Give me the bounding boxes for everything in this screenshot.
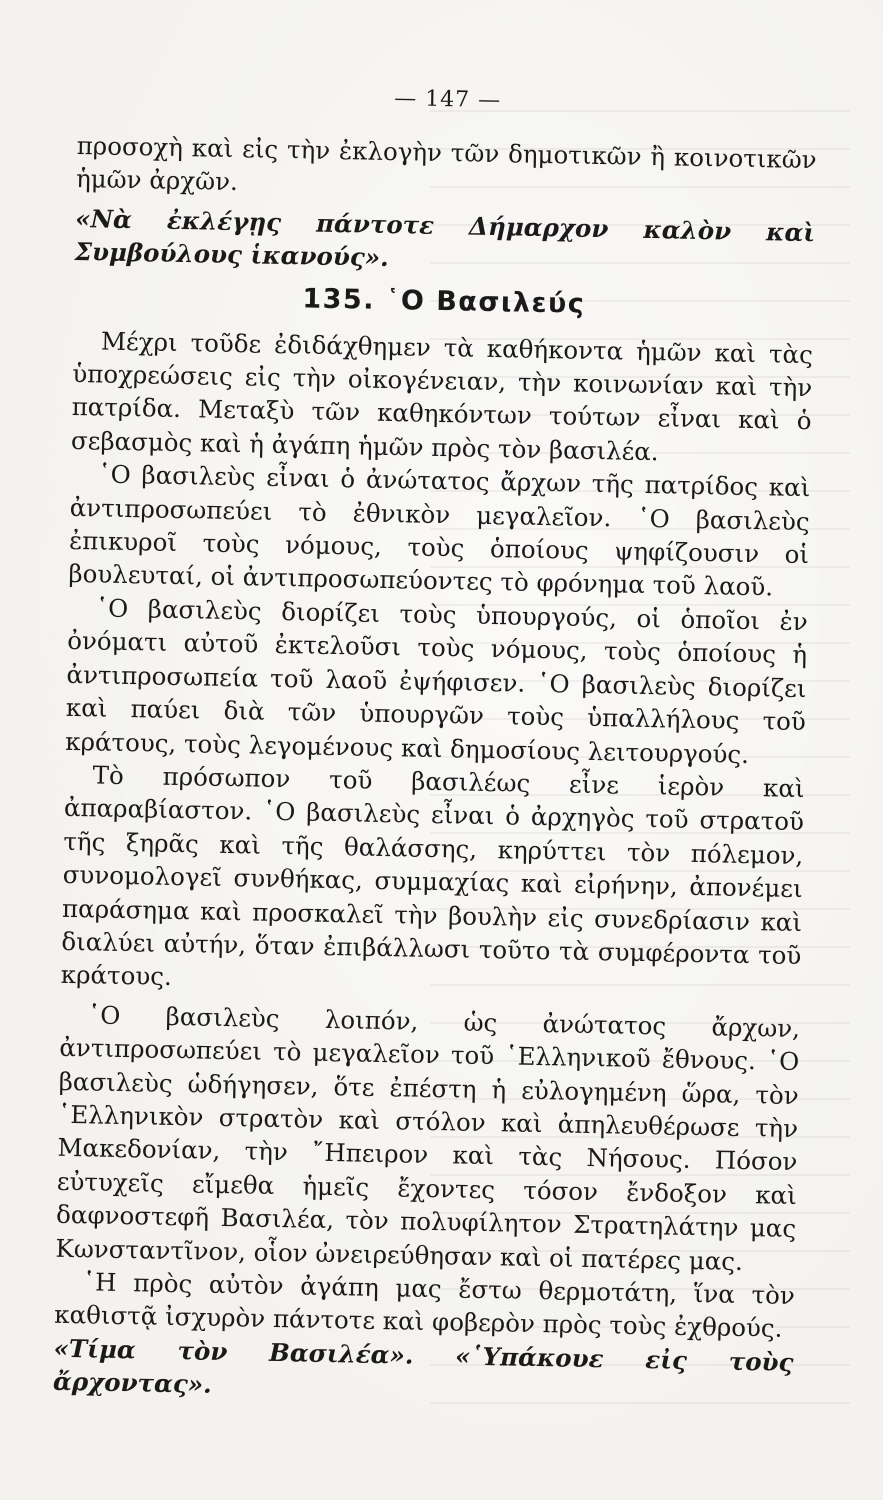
paragraph-continuation: προσοχὴ καὶ εἰς τὴν ἐκλογὴν τῶν δημοτικῶν ἢ κοινοτικῶν ἡμῶν ἀρχῶν. <box>75 130 817 197</box>
paragraph-love: ῾Η πρὸς αὐτὸν ἀγάπη μας ἔστω θερμοτάτη, ἵνα τὸν καθιστᾷ ἰσχυρὸν πάντοτε καὶ φοβερὸν πρὸς τοὺς ἐχθρούς. <box>54 1267 796 1344</box>
page-content <box>53 80 818 1413</box>
paragraph-duties: Μέχρι τοῦδε ἐδιδάχθημεν τὰ καθήκοντα ἡμῶν καὶ τὰς ὑποχρεώσεις εἰς τὴν οἰκογένειαν, τὴν κοινωνίαν καὶ τὴν πατρίδα. Μεταξὺ τῶν καθηκόντων τούτων εἶναι καὶ ὁ σεβασμὸς καὶ ἡ ἀγάπη ἡμῶν πρὸς τὸν βασιλέα. <box>70 326 814 467</box>
paragraph-ministers: ῾Ο βασιλεὺς διορίζει τοὺς ὑπουργούς, οἱ ὁποῖοι ἐν ὀνόματι αὐτοῦ ἐκτελοῦσι τοὺς νόμους, τοὺς ὁποίους ἡ ἀντιπροσωπεία τοῦ λαοῦ ἐψήφισεν. ῾Ο βασιλεὺς διορίζει καὶ παύει διὰ τῶν ὑπουργῶν τοὺς ὑπαλλήλους τοῦ κράτους, τοὺς λεγομένους καὶ δημοσίους λειτουργούς. <box>65 593 809 769</box>
paragraph-king-role: ῾Ο βασιλεὺς εἶναι ὁ ἀνώτατος ἄρχων τῆς πατρίδος καὶ ἀντιπροσωπεύει τὸ ἐθνικὸν μεγαλεῖον. ῾Ο βασιλεὺς ἐπικυροῖ τοὺς νόμους, τοὺς ὁποίους ψηφίζουσιν οἱ βουλευταί, οἱ ἀντιπροσωπεύοντες τὸ φρόνημα τοῦ λαοῦ. <box>68 459 811 602</box>
paragraph-king-powers: Τὸ πρόσωπον τοῦ βασιλέως εἶνε ἱερὸν καὶ ἀπαραβίαστον. ῾Ο βασιλεὺς εἶναι ὁ ἀρχηγὸς τοῦ στρατοῦ τῆς ξηρᾶς καὶ τῆς θαλάσσης, κηρύττει τὸν πόλεμον, συνομολογεῖ συνθήκας, συμμαχίας καὶ εἰρήνην, ἀπονέμει παράσημα καὶ προσκαλεῖ τὴν βουλὴν εἰς συνεδρίασιν καὶ διαλύει αὐτήν, ὅταν ἐπιβάλλωσι τοῦτο τὰ συμφέροντα τοῦ κράτους. <box>60 760 805 992</box>
motto-mayor: «Νὰ ἐκλέγῃς πάντοτε Δήμαρχον καλὸν καὶ Συμβούλους ἱκανούς». <box>74 203 816 273</box>
paragraph-king-leader: ῾Ο βασιλεὺς λοιπόν, ὡς ἀνώτατος ἄρχων, ἀντιπροσωπεύει τὸ μεγαλεῖον τοῦ ῾Ελληνικοῦ ἔθνους. ῾Ο βασιλεὺς ὡδήγησεν, ὅτε ἐπέστη ἡ εὐλογημένη ὥρα, τὸν ῾Ελληνικὸν στρατὸν καὶ στόλον καὶ ἀπηλευθέρωσε τὴν Μακεδονίαν, τὴν ῎Ηπειρον καὶ τὰς Νήσους. Πόσον εὐτυχεῖς εἴμεθα ἡμεῖς ἔχοντες τόσον ἔνδοξον καὶ δαφνοστεφῆ Βασιλέα, τὸν πολυφίλητον Στρατηλάτην μας Κωνσταντῖνον, οἷον ὠνειρεύθησαν καὶ οἱ πατέρες μας. <box>55 1000 801 1276</box>
page-number: — 147 — <box>393 86 502 114</box>
section-heading: 135. ῾Ο Βασιλεύς <box>302 282 586 320</box>
motto-king: «Τίμα τὸν Βασιλέα». «῾Υπάκουε εἰς τοὺς ἄρχοντας». <box>52 1333 794 1400</box>
